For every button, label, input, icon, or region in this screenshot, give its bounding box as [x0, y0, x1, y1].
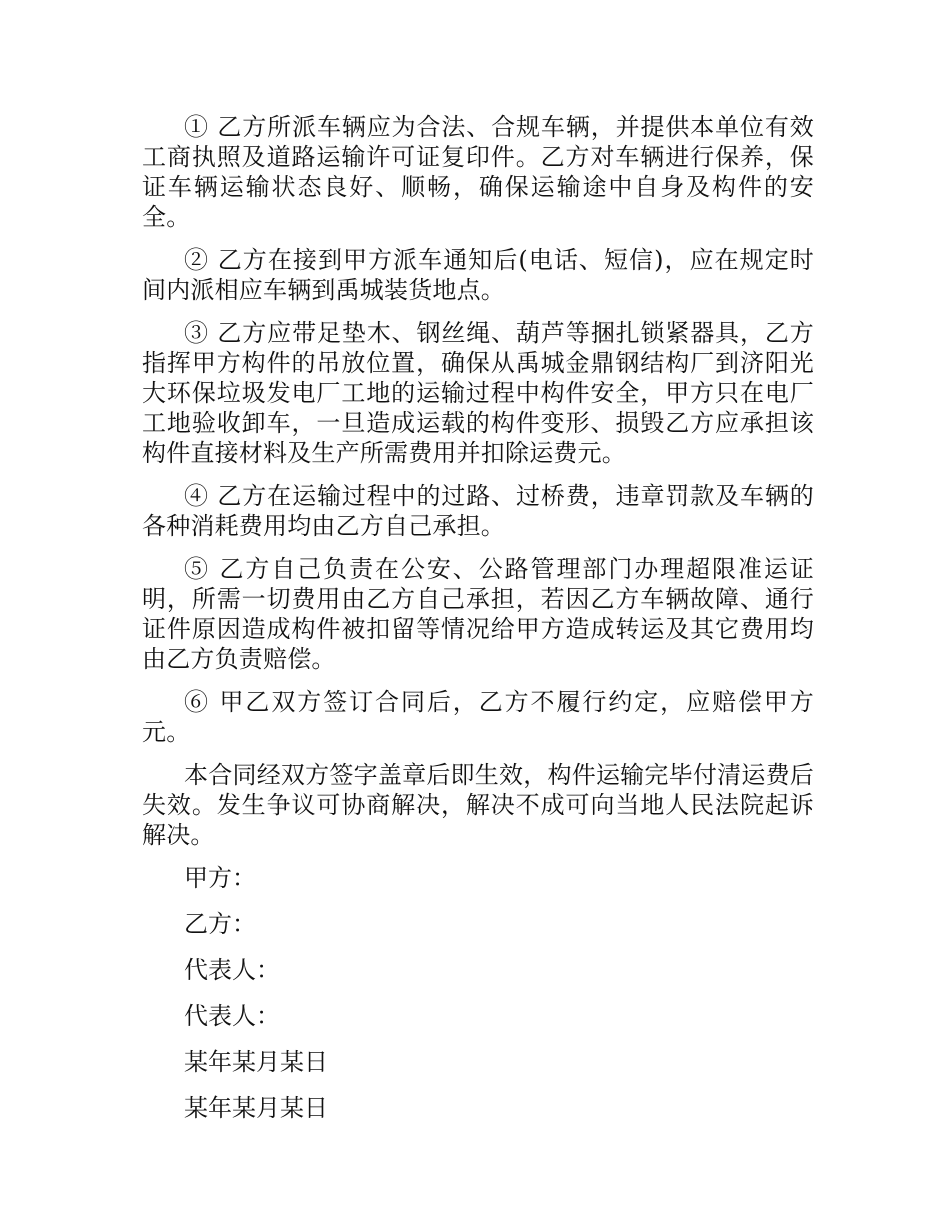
signature-block	[142, 863, 814, 1139]
clause-3: ③ 乙方应带足垫木、钢丝绳、葫芦等捆扎锁紧器具，乙方指挥甲方构件的吊放位置，确保从禹城金鼎钢结构厂到济阳光大环保垃圾发电厂工地的运输过程中构件安全，甲方只在电厂工地验收卸车，一旦造成运载的构件变形、损毁乙方应承担该构件直接材料及生产所需费用并扣除运费元。	[142, 319, 814, 467]
clause-6: ⑥ 甲乙双方签订合同后，乙方不履行约定，应赔偿甲方元。	[142, 688, 814, 746]
contract-page	[142, 112, 814, 1139]
representative-b-label: 代表人：	[184, 1002, 280, 1030]
date-a-label: 某年某月某日	[184, 1048, 328, 1076]
effective-clause: 本合同经双方签字盖章后即生效，构件运输完毕付清运费后失效。发生争议可协商解决，解决不成可向当地人民法院起诉解决。	[142, 761, 814, 849]
representative-a-label: 代表人：	[184, 956, 280, 984]
date-b-label: 某年某月某日	[184, 1094, 328, 1122]
party-b-label: 乙方：	[184, 910, 256, 938]
clause-4: ④ 乙方在运输过程中的过路、过桥费，违章罚款及车辆的各种消耗费用均由乙方自己承担。	[142, 482, 814, 540]
clause-5: ⑤ 乙方自己负责在公安、公路管理部门办理超限准运证明，所需一切费用由乙方自己承担，若因乙方车辆故障、通行证件原因造成构件被扣留等情况给甲方造成转运及其它费用均由乙方负责赔偿。	[142, 555, 814, 673]
clause-2: ② 乙方在接到甲方派车通知后(电话、短信)，应在规定时间内派相应车辆到禹城装货地点。	[142, 246, 814, 304]
clause-1: ① 乙方所派车辆应为合法、合规车辆，并提供本单位有效工商执照及道路运输许可证复印件。乙方对车辆进行保养，保证车辆运输状态良好、顺畅，确保运输途中自身及构件的安全。	[142, 113, 814, 231]
party-a-label: 甲方：	[184, 864, 256, 892]
